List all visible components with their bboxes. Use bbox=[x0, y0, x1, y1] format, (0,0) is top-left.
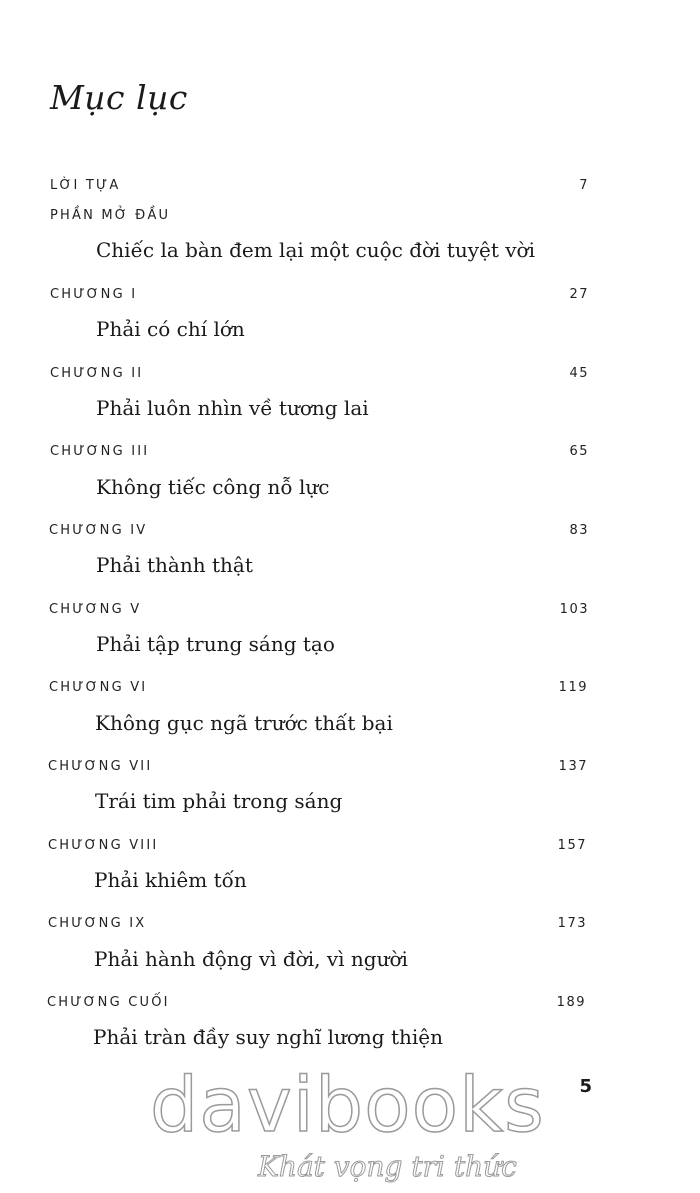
toc-entry-page: 7 bbox=[579, 178, 589, 193]
toc-entry-label: CHƯƠNG V bbox=[49, 602, 142, 617]
toc-entry-label: CHƯƠNG CUỐI bbox=[47, 995, 170, 1010]
page-number: 5 bbox=[579, 1076, 592, 1097]
toc-entry-title: Không tiếc công nỗ lực bbox=[96, 475, 330, 499]
toc-entry-page: 173 bbox=[557, 916, 587, 931]
toc-entry-label: PHẦN MỞ ĐẦU bbox=[50, 208, 171, 223]
toc-entry-label: CHƯƠNG VII bbox=[48, 759, 153, 774]
toc-entry-label: CHƯƠNG IV bbox=[49, 523, 148, 538]
toc-entry-label: CHƯƠNG I bbox=[50, 287, 138, 302]
toc-entry-page: 65 bbox=[569, 444, 589, 459]
toc-entry-page: 119 bbox=[558, 680, 588, 695]
toc-entry-title: Phải khiêm tốn bbox=[94, 868, 247, 892]
toc-entry-title: Trái tim phải trong sáng bbox=[95, 789, 343, 813]
toc-entry-title: Phải tập trung sáng tạo bbox=[96, 632, 335, 656]
toc-entry-title: Phải hành động vì đời, vì người bbox=[94, 947, 408, 971]
toc-entry-page: 27 bbox=[569, 287, 589, 302]
toc-entry-page: 157 bbox=[557, 838, 587, 853]
toc-entry-title: Không gục ngã trước thất bại bbox=[95, 711, 393, 735]
toc-entry-label: CHƯƠNG III bbox=[50, 444, 150, 459]
watermark-brand: davibooks bbox=[150, 1060, 545, 1149]
toc-entry-page: 103 bbox=[559, 602, 589, 617]
toc-entry-label: CHƯƠNG VI bbox=[49, 680, 148, 695]
toc-entry-label: CHƯƠNG II bbox=[50, 366, 144, 381]
toc-entry-page: 137 bbox=[558, 759, 588, 774]
watermark-tagline: Khát vọng tri thức bbox=[258, 1150, 517, 1183]
toc-entry-page: 45 bbox=[569, 366, 589, 381]
toc-entry-page: 189 bbox=[556, 995, 586, 1010]
toc-entry-label: CHƯƠNG VIII bbox=[48, 838, 159, 853]
page-title: Mục lục bbox=[50, 78, 188, 117]
toc-entry-title: Phải thành thật bbox=[96, 553, 253, 577]
toc-entry-page: 83 bbox=[569, 523, 589, 538]
toc-entry-title: Phải có chí lớn bbox=[96, 317, 245, 341]
toc-entry-label: CHƯƠNG IX bbox=[48, 916, 147, 931]
toc-entry-label: LỜI TỰA bbox=[50, 178, 121, 193]
toc-entry-title: Phải luôn nhìn về tương lai bbox=[96, 396, 369, 420]
watermark-logo bbox=[150, 1060, 570, 1183]
toc-entry-title: Chiếc la bàn đem lại một cuộc đời tuyệt vời bbox=[96, 238, 535, 262]
toc-entry-title: Phải tràn đầy suy nghĩ lương thiện bbox=[93, 1025, 443, 1049]
